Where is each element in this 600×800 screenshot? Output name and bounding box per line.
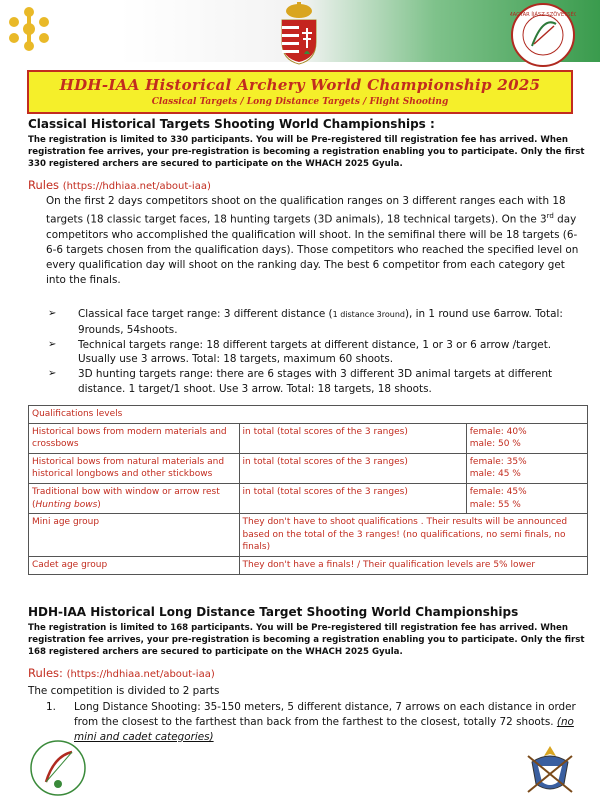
table-row: Historical bows from modern materials and crossbows in total (total scores of the 3 ranges) female: 40% male: 50 % (29, 423, 588, 453)
list-item: Long Distance Shooting: 35-150 meters, 5 different distance, 7 arrows on each distance in order from the closest to the farthest than back from the farthest to the closest, totally 72 shoots. (no mini and cadet categories) (74, 701, 576, 743)
hungarian-crest-icon (274, 2, 324, 66)
section1-rules (28, 178, 211, 192)
table-row: Cadet age group They don't have a finals! / Their qualification levels are 5% lower (29, 556, 588, 574)
arrow-bullet-icon: ➢ (48, 368, 57, 380)
qualifications-table (28, 405, 588, 575)
table-row: Mini age group They don't have to shoot qualifications . Their results will be announced based on the total of the 3 ranges! (no qualifications, no semi finals, no finals) (29, 514, 588, 557)
competition-parts-intro: The competition is divided to 2 parts (28, 685, 220, 697)
section1-registration: The registration is limited to 330 participants. You will be Pre-registered till registration fee has arrived. When registration fee arrives, your pre-registration is becoming a registration enabling you to participate. Only the first 330 registered archers are secured to participate on the WHACH 2025 Gyula. (28, 135, 585, 169)
section2-rules (28, 666, 215, 680)
list-item: ➢ Technical targets range: 18 different targets at different distance, 1 or 3 or 6 arrow /target. Usually use 3 arrows. Total: 18 targets, maximum 60 shoots. (48, 338, 552, 366)
section1-rules-text: On the first 2 days competitors shoot on the qualification ranges on 3 different ranges each with 18 targets (18 classic target faces, 18 hunting targets (3D animals), 18 technical targets). On the 3rd day competitors who accomplished the qualification will shoot. In the semifinal there will be 18 targets (6-6-6 targets chosen from the qualification days). Those competitors who reached the specified level on every qualification day will shoot on the ranking day. The best 6 competitor from each category get into the finals. (46, 195, 579, 287)
list-item: ➢ Classical face target range: 3 different distance (1 distance 3round), in 1 round use 6arrow. Total: 9rounds, 54shoots. (48, 308, 563, 336)
archery-association-seal-icon (510, 2, 576, 68)
list-number: 1. (46, 701, 56, 713)
table-header-row (29, 406, 588, 424)
title-banner (27, 70, 573, 114)
section2-title: HDH-IAA Historical Long Distance Target Shooting World Championships (28, 605, 519, 619)
list-item: ➢ 3D hunting targets range: there are 6 stages with 3 different 3D animal targets at different distance. 1 target/1 shoot. Use 3 arrow. Total: 18 targets, 18 shoots. (48, 368, 553, 395)
footer-right-emblem-icon (522, 742, 578, 798)
table-row: Traditional bow with window or arrow rest (Hunting bows) in total (total scores of the 3 ranges) female: 45% male: 55 % (29, 483, 588, 513)
page-title: HDH-IAA Historical Archery World Championship 2025 (59, 76, 541, 94)
table-header: Qualifications levels (29, 406, 588, 424)
rules-label: Rules: (28, 666, 63, 680)
rules-link[interactable]: (https://hdhiaa.net/about-iaa) (66, 669, 215, 680)
section2-registration: The registration is limited to 168 participants. You will be Pre-registered till registration fee has arrived. When registration fee arrives, your pre-registration is becoming a registration enabling you to participate. Only the first 168 registered archers are secured to participate on the WHACH 2025 Gyula. (28, 623, 585, 657)
range-bullet-list (46, 307, 586, 397)
rules-link[interactable]: (https://hdhiaa.net/about-iaa) (62, 181, 211, 192)
table-row: Historical bows from natural materials and historical longbows and other stickbows in total (total scores of the 3 ranges) female: 35% male: 45 % (29, 453, 588, 483)
page-subtitle: Classical Targets / Long Distance Targets / Flight Shooting (151, 97, 449, 107)
footer-left-logo-icon (28, 738, 88, 798)
section1-title: Classical Historical Targets Shooting World Championships : (28, 117, 435, 131)
arrow-bullet-icon: ➢ (48, 338, 57, 350)
archery-association-logo (510, 2, 576, 68)
logo-ring-text: MAGYAR ÍJÁSZ SZÖVETSÉG (510, 12, 576, 18)
competition-parts-list (46, 700, 586, 745)
rules-label: Rules (28, 178, 60, 192)
arrow-bullet-icon: ➢ (48, 308, 57, 319)
left-logo-icon (6, 4, 52, 54)
